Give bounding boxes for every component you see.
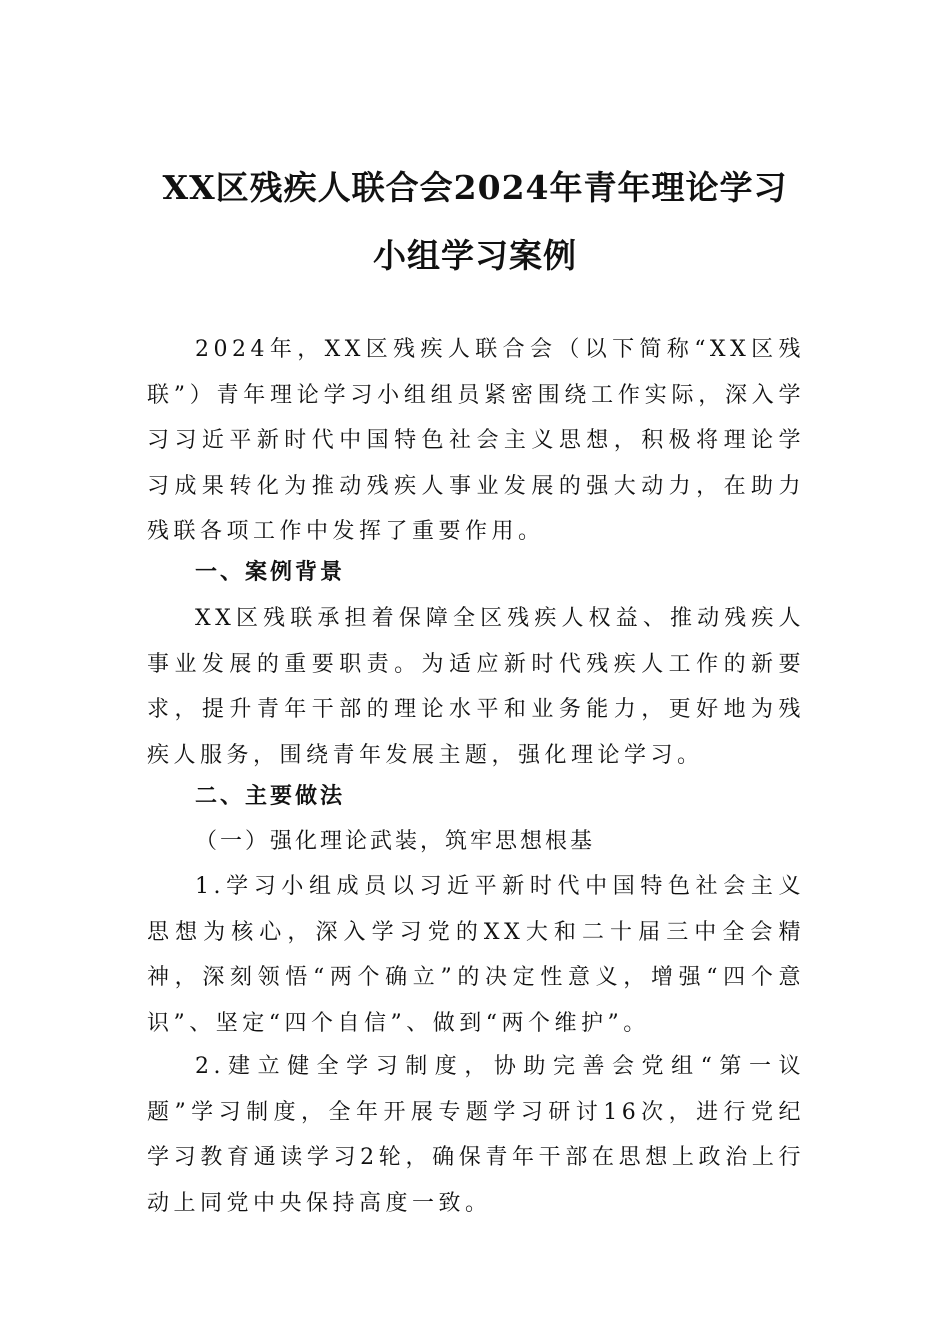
section1-paragraph: XX区残联承担着保障全区残疾人权益、推动残疾人事业发展的重要职责。为适应新时代残疾人工作的新要求，提升青年干部的理论水平和业务能力，更好地为残疾人服务，围绕青年发展主题，强化理论学习。 bbox=[147, 606, 805, 768]
section1-heading: 一、案例背景 bbox=[195, 559, 346, 585]
intro-paragraph: 2024年，XX区残疾人联合会（以下简称“XX区残联”）青年理论学习小组组员紧密围绕工作实际，深入学习习近平新时代中国特色社会主义思想，积极将理论学习成果转化为推动残疾人事业发展的强大动力，在助力残联各项工作中发挥了重要作用。 bbox=[147, 337, 805, 545]
document-title-line2: 小组学习案例 bbox=[373, 236, 577, 275]
document-title-line1: XX区残疾人联合会2024年青年理论学习 bbox=[162, 168, 788, 207]
item1-paragraph: 1.学习小组成员以习近平新时代中国特色社会主义思想为核心，深入学习党的XX大和二十届三中全会精神，深刻领悟“两个确立”的决定性意义，增强“四个意识”、坚定“四个自信”、做到“两个维护”。 bbox=[147, 874, 805, 1036]
section2-heading: 二、主要做法 bbox=[195, 783, 346, 809]
item2-paragraph: 2.建立健全学习制度，协助完善会党组“第一议题”学习制度，全年开展专题学习研讨16次，进行党纪学习教育通读学习2轮，确保青年干部在思想上政治上行动上同党中央保持高度一致。 bbox=[147, 1054, 805, 1216]
section2-subheading-1: （一）强化理论武装，筑牢思想根基 bbox=[195, 829, 596, 854]
